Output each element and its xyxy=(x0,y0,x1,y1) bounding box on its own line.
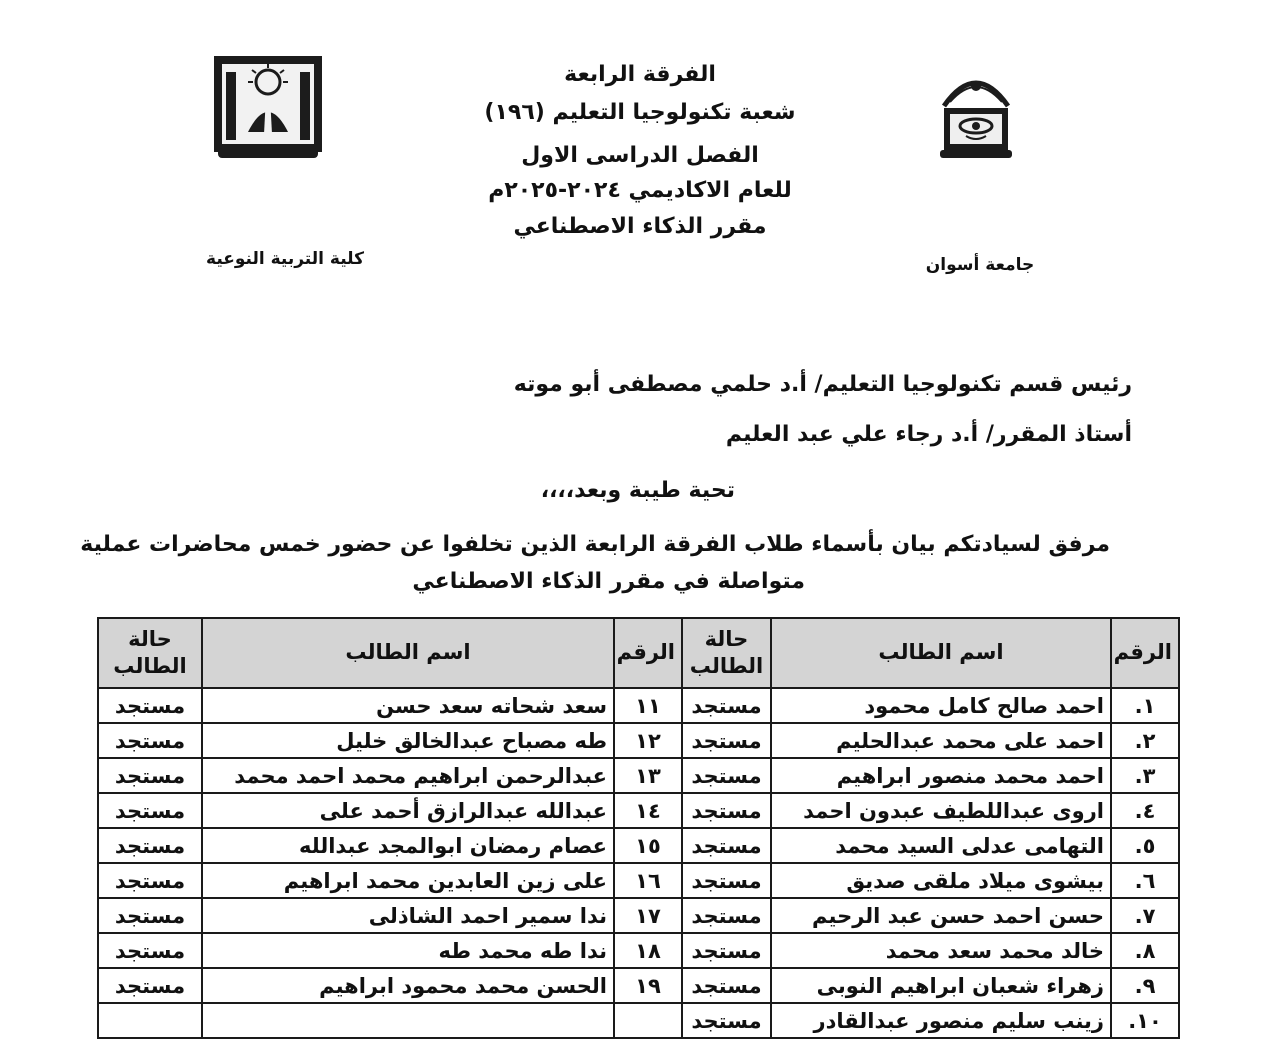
table-row xyxy=(98,933,1179,968)
student-status: مستجد xyxy=(682,898,771,933)
student-status: مستجد xyxy=(98,863,202,898)
student-name: زينب سليم منصور عبدالقادر xyxy=(771,1003,1111,1038)
header-status-line1: حالة xyxy=(128,626,172,651)
student-status: مستجد xyxy=(98,968,202,1003)
header-academic-year: للعام الاكاديمي ٢٠٢٤-٢٠٢٥م xyxy=(488,178,792,203)
greeting-line: تحية طيبة وبعد،،،، xyxy=(540,478,735,503)
row-number: ١١ xyxy=(614,688,682,723)
body-line-1: مرفق لسيادتكم بيان بأسماء طلاب الفرقة الرابعة الذين تخلفوا عن حضور خمس محاضرات عملية xyxy=(80,532,1110,557)
student-name: خالد محمد سعد محمد xyxy=(771,933,1111,968)
dept-head-line: رئيس قسم تكنولوجيا التعليم/ أ.د حلمي مصطفى أبو موته xyxy=(513,372,1132,397)
header-status-line2: الطالب xyxy=(113,654,187,678)
faculty-caption: كلية التربية النوعية xyxy=(206,249,364,269)
student-status: مستجد xyxy=(98,758,202,793)
student-name: عبدالرحمن ابراهيم محمد احمد محمد xyxy=(202,758,614,793)
student-name: زهراء شعبان ابراهيم النوبى xyxy=(771,968,1111,1003)
student-name: سعد شحاته سعد حسن xyxy=(202,688,614,723)
row-number: ١٨ xyxy=(614,933,682,968)
table-row xyxy=(98,863,1179,898)
student-name: احمد على محمد عبدالحليم xyxy=(771,723,1111,758)
header-name-left: اسم الطالب xyxy=(202,618,614,688)
header-division: شعبة تكنولوجيا التعليم (١٩٦) xyxy=(484,100,796,125)
student-status: مستجد xyxy=(98,828,202,863)
row-number: ٥. xyxy=(1111,828,1179,863)
row-number: ٤. xyxy=(1111,793,1179,828)
student-status: مستجد xyxy=(682,933,771,968)
student-status: مستجد xyxy=(98,723,202,758)
row-number: ٣. xyxy=(1111,758,1179,793)
student-name: احمد صالح كامل محمود xyxy=(771,688,1111,723)
table-row xyxy=(98,688,1179,723)
student-name: اروى عبداللطيف عبدون احمد xyxy=(771,793,1111,828)
student-status: مستجد xyxy=(682,758,771,793)
student-status: مستجد xyxy=(98,933,202,968)
student-status: مستجد xyxy=(682,968,771,1003)
student-name: طه مصباح عبدالخالق خليل xyxy=(202,723,614,758)
university-logo xyxy=(936,66,1016,162)
row-number: ١٤ xyxy=(614,793,682,828)
student-status xyxy=(98,1003,202,1038)
student-status: مستجد xyxy=(682,828,771,863)
header-num-left: الرقم xyxy=(614,618,682,688)
row-number: ١٥ xyxy=(614,828,682,863)
table-row xyxy=(98,898,1179,933)
student-name: ندا طه محمد طه xyxy=(202,933,614,968)
student-status: مستجد xyxy=(682,1003,771,1038)
table-row xyxy=(98,758,1179,793)
row-number: ١٩ xyxy=(614,968,682,1003)
row-number: ٦. xyxy=(1111,863,1179,898)
student-name: عبدالله عبدالرازق أحمد على xyxy=(202,793,614,828)
table-row xyxy=(98,1003,1179,1038)
students-table xyxy=(97,617,1180,1039)
header-num-right: الرقم xyxy=(1111,618,1179,688)
student-name: على زين العابدين محمد ابراهيم xyxy=(202,863,614,898)
header-status-line2: الطالب xyxy=(689,654,764,678)
row-number: ١. xyxy=(1111,688,1179,723)
student-status: مستجد xyxy=(98,793,202,828)
row-number: ١٧ xyxy=(614,898,682,933)
table-row xyxy=(98,723,1179,758)
row-number: ٢. xyxy=(1111,723,1179,758)
row-number: ١٢ xyxy=(614,723,682,758)
university-caption: جامعة أسوان xyxy=(925,255,1035,275)
student-status: مستجد xyxy=(682,688,771,723)
student-name: حسن احمد حسن عبد الرحيم xyxy=(771,898,1111,933)
header-status-right xyxy=(682,618,771,688)
student-name: بيشوى ميلاد ملقى صديق xyxy=(771,863,1111,898)
student-name: التهامى عدلى السيد محمد xyxy=(771,828,1111,863)
table-row xyxy=(98,968,1179,1003)
header-name-right: اسم الطالب xyxy=(771,618,1111,688)
table-header-row xyxy=(98,618,1179,688)
student-status: مستجد xyxy=(682,793,771,828)
student-status: مستجد xyxy=(98,898,202,933)
student-name: الحسن محمد محمود ابراهيم xyxy=(202,968,614,1003)
row-number: ١٦ xyxy=(614,863,682,898)
header-status-line1: حالة xyxy=(704,626,749,651)
table-row xyxy=(98,793,1179,828)
faculty-logo xyxy=(212,52,324,162)
body-line-2: متواصلة في مقرر الذكاء الاصطناعي xyxy=(412,569,805,594)
header-grade: الفرقة الرابعة xyxy=(564,62,716,87)
header-status-left xyxy=(98,618,202,688)
header-course: مقرر الذكاء الاصطناعي xyxy=(513,214,767,239)
student-status: مستجد xyxy=(682,723,771,758)
student-status: مستجد xyxy=(98,688,202,723)
professor-line: أستاذ المقرر/ أ.د رجاء علي عبد العليم xyxy=(725,422,1132,447)
header-semester: الفصل الدراسى الاول xyxy=(521,143,759,168)
row-number: ٩. xyxy=(1111,968,1179,1003)
student-name: ندا سمير احمد الشاذلى xyxy=(202,898,614,933)
student-name: عصام رمضان ابوالمجد عبدالله xyxy=(202,828,614,863)
row-number: ٧. xyxy=(1111,898,1179,933)
row-number: ١٠. xyxy=(1111,1003,1179,1038)
student-name xyxy=(202,1003,614,1038)
row-number xyxy=(614,1003,682,1038)
row-number: ١٣ xyxy=(614,758,682,793)
table-row xyxy=(98,828,1179,863)
row-number: ٨. xyxy=(1111,933,1179,968)
student-name: احمد محمد منصور ابراهيم xyxy=(771,758,1111,793)
student-status: مستجد xyxy=(682,863,771,898)
